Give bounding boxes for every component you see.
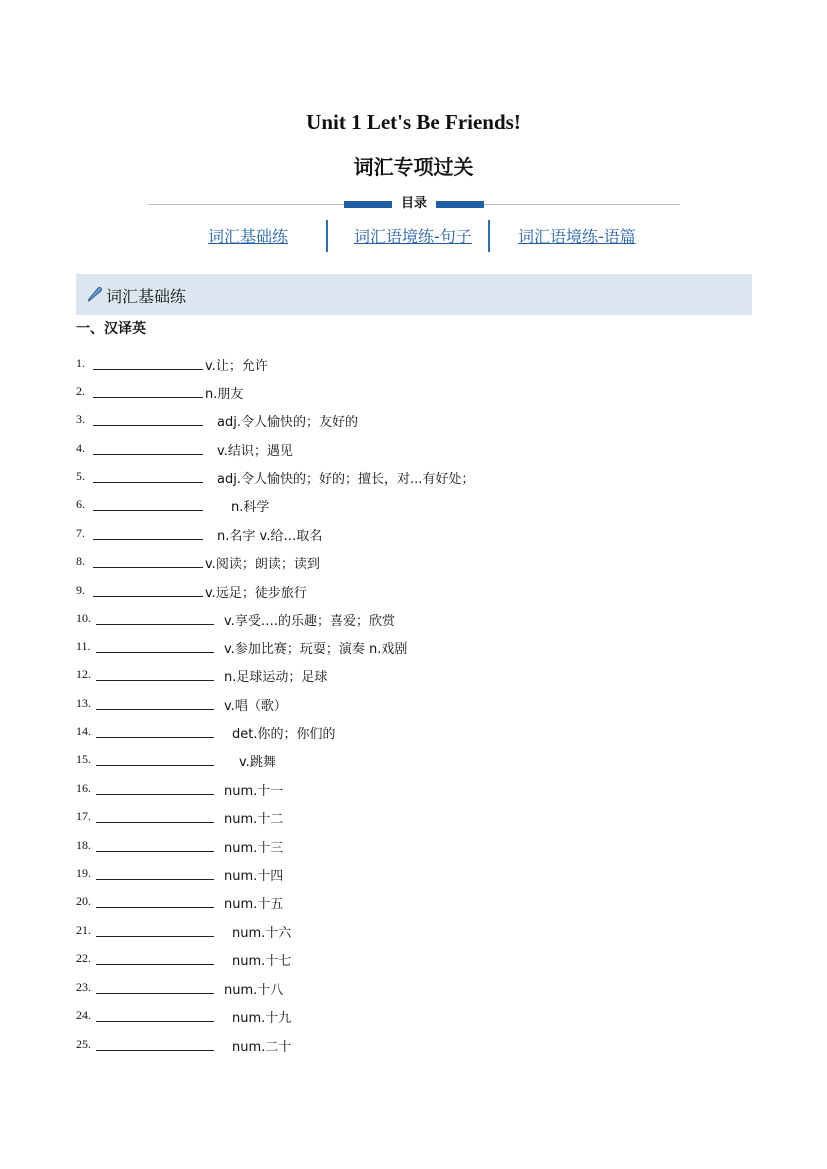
item-definition: num.十一	[224, 784, 284, 799]
item-number: 5.	[76, 469, 85, 483]
answer-blank[interactable]	[93, 454, 203, 455]
vocab-item	[76, 355, 752, 375]
section-title: 词汇基础练	[106, 287, 187, 306]
pencil-icon	[86, 285, 104, 303]
answer-blank[interactable]	[96, 936, 214, 937]
vocab-item	[76, 893, 752, 913]
answer-blank[interactable]	[96, 680, 214, 681]
answer-blank[interactable]	[93, 425, 203, 426]
vocab-item	[76, 610, 752, 630]
item-number: 8.	[76, 554, 85, 568]
answer-blank[interactable]	[93, 567, 203, 568]
answer-blank[interactable]	[96, 851, 214, 852]
item-number: 9.	[76, 583, 85, 597]
answer-blank[interactable]	[96, 822, 214, 823]
item-number: 14.	[76, 724, 91, 738]
item-definition: v.让；允许	[205, 359, 268, 374]
section-banner	[76, 274, 752, 315]
item-number: 24.	[76, 1008, 91, 1022]
answer-blank[interactable]	[93, 539, 203, 540]
item-definition: num.二十	[232, 1040, 292, 1055]
answer-blank[interactable]	[96, 709, 214, 710]
document-title: Unit 1 Let's Be Friends!	[306, 110, 521, 134]
toc-separator	[326, 220, 328, 252]
item-number: 18.	[76, 838, 91, 852]
toc-link-passage[interactable]: 词汇语境练-语篇	[518, 227, 636, 246]
item-number: 4.	[76, 441, 85, 455]
vocab-item	[76, 468, 752, 488]
item-definition: v.远足；徒步旅行	[205, 586, 307, 601]
item-number: 19.	[76, 866, 91, 880]
item-number: 11.	[76, 639, 91, 653]
item-definition: num.十七	[232, 954, 292, 969]
item-number: 16.	[76, 781, 91, 795]
item-definition: adj.令人愉快的；友好的	[217, 415, 358, 430]
answer-blank[interactable]	[96, 1021, 214, 1022]
toc-link-sentence[interactable]: 词汇语境练-句子	[354, 227, 472, 246]
answer-blank[interactable]	[96, 1050, 214, 1051]
vocab-item	[76, 1036, 752, 1056]
vocab-item	[76, 780, 752, 800]
vocab-item	[76, 440, 752, 460]
vocab-item	[76, 666, 752, 686]
answer-blank[interactable]	[96, 765, 214, 766]
vocab-item	[76, 582, 752, 602]
vocab-item	[76, 525, 752, 545]
answer-blank[interactable]	[93, 482, 203, 483]
answer-blank[interactable]	[96, 794, 214, 795]
toc-label: 目录	[392, 194, 436, 214]
item-number: 12.	[76, 667, 91, 681]
toc-separator	[488, 220, 490, 252]
item-definition: v.参加比赛；玩耍；演奏 n.戏剧	[224, 642, 408, 657]
item-definition: v.唱（歌）	[224, 699, 287, 714]
item-definition: num.十八	[224, 983, 284, 998]
answer-blank[interactable]	[93, 596, 203, 597]
answer-blank[interactable]	[96, 624, 214, 625]
vocab-item	[76, 979, 752, 999]
answer-blank[interactable]	[96, 964, 214, 965]
document-subtitle: 词汇专项过关	[353, 155, 474, 179]
item-number: 21.	[76, 923, 91, 937]
item-number: 10.	[76, 611, 91, 625]
item-definition: v.享受….的乐趣；喜爱；欣赏	[224, 614, 395, 629]
vocab-item	[76, 411, 752, 431]
item-definition: n.名字 v.给…取名	[217, 529, 323, 544]
item-definition: n.朋友	[205, 387, 244, 402]
answer-blank[interactable]	[96, 879, 214, 880]
item-number: 15.	[76, 752, 91, 766]
vocab-item	[76, 751, 752, 771]
item-definition: num.十九	[232, 1011, 292, 1026]
item-number: 20.	[76, 894, 91, 908]
item-definition: v.结识；遇见	[217, 444, 293, 459]
item-definition: v.阅读；朗读；读到	[205, 557, 320, 572]
item-number: 6.	[76, 497, 85, 511]
vocab-item	[76, 1007, 752, 1027]
answer-blank[interactable]	[96, 993, 214, 994]
vocab-item	[76, 808, 752, 828]
item-number: 13.	[76, 696, 91, 710]
part-heading: 一、汉译英	[76, 321, 146, 337]
vocab-item	[76, 837, 752, 857]
item-definition: v.跳舞	[239, 755, 276, 770]
item-definition: det.你的；你们的	[232, 727, 336, 742]
vocab-item	[76, 865, 752, 885]
toc-link-basic[interactable]: 词汇基础练	[208, 227, 289, 246]
item-definition: n.科学	[231, 500, 270, 515]
item-number: 2.	[76, 384, 85, 398]
vocab-item	[76, 950, 752, 970]
vocab-item	[76, 496, 752, 516]
vocab-item	[76, 922, 752, 942]
answer-blank[interactable]	[93, 369, 203, 370]
vocab-item	[76, 723, 752, 743]
answer-blank[interactable]	[96, 907, 214, 908]
item-number: 3.	[76, 412, 85, 426]
item-definition: num.十二	[224, 812, 284, 827]
item-definition: num.十三	[224, 841, 284, 856]
vocab-item	[76, 553, 752, 573]
toc-links	[148, 220, 680, 252]
answer-blank[interactable]	[96, 737, 214, 738]
item-number: 7.	[76, 526, 85, 540]
item-definition: num.十四	[224, 869, 284, 884]
item-definition: num.十五	[224, 897, 284, 912]
answer-blank[interactable]	[93, 397, 203, 398]
item-number: 25.	[76, 1037, 91, 1051]
item-number: 1.	[76, 356, 85, 370]
vocab-item	[76, 638, 752, 658]
vocab-item	[76, 383, 752, 403]
item-definition: num.十六	[232, 926, 292, 941]
item-number: 23.	[76, 980, 91, 994]
item-definition: n.足球运动；足球	[224, 670, 328, 685]
item-number: 22.	[76, 951, 91, 965]
answer-blank[interactable]	[96, 652, 214, 653]
vocab-item	[76, 695, 752, 715]
item-number: 17.	[76, 809, 91, 823]
item-definition: adj.令人愉快的；好的；擅长，对...有好处；	[217, 472, 475, 487]
answer-blank[interactable]	[93, 510, 203, 511]
